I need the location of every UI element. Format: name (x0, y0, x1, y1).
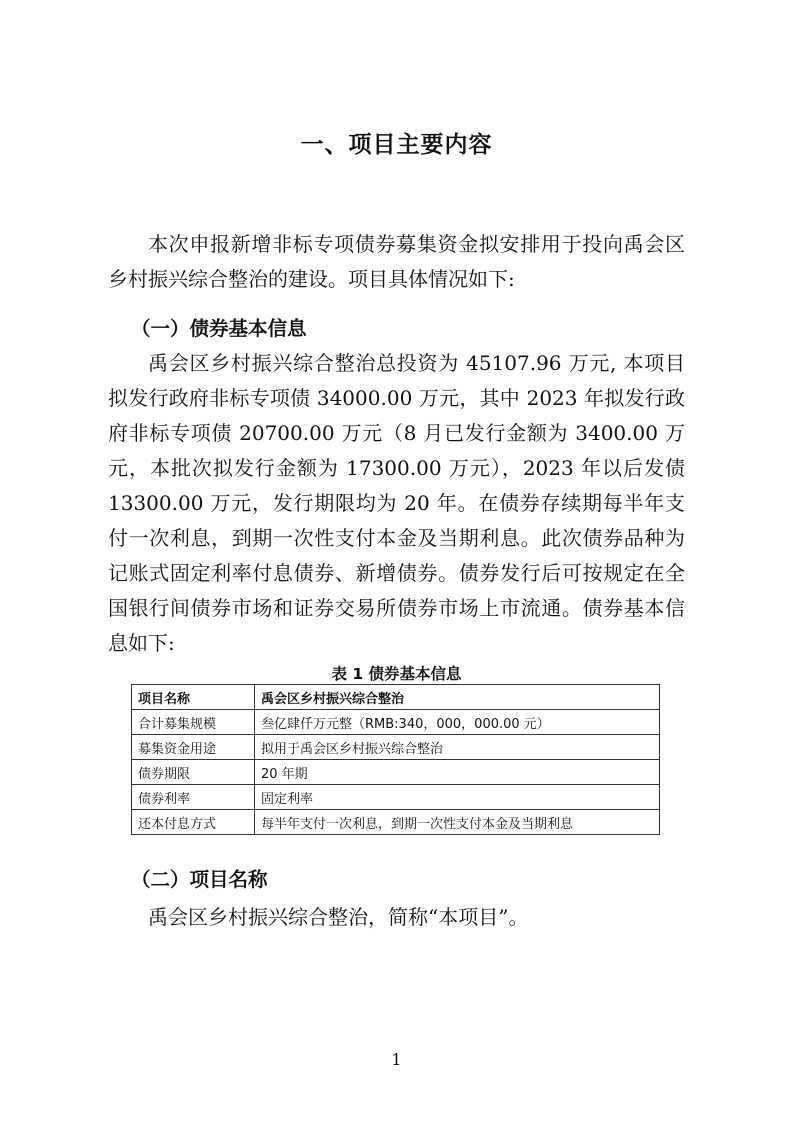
table-cell-label: 项目名称 (132, 685, 255, 710)
table-row (132, 710, 660, 735)
section-heading-project-name: （二）项目名称 (131, 868, 268, 891)
table-cell-value: 固定利率 (255, 785, 660, 810)
project-name-paragraph: 禹会区乡村振兴综合整治，简称“本项目”。 (148, 905, 529, 929)
table-row (132, 810, 660, 835)
table-row (132, 785, 660, 810)
table-cell-value: 叁亿肆仟万元整（RMB:340，000，000.00 元） (255, 710, 660, 735)
table-cell-label: 债券利率 (132, 785, 255, 810)
intro-text: 本次申报新增非标专项债券募集资金拟安排用于投向禹会区乡村振兴综合整治的建设。项目具体情况如下: (108, 232, 685, 291)
page-number: 1 (391, 1050, 402, 1069)
intro-paragraph (108, 227, 685, 297)
table-cell-label: 债券期限 (132, 760, 255, 785)
table-row (132, 685, 660, 710)
table-caption: 表 1 债券基本信息 (331, 665, 462, 683)
section-heading-bond-info: （一）债券基本信息 (131, 317, 307, 340)
table-row (132, 760, 660, 785)
table-cell-label: 募集资金用途 (132, 735, 255, 760)
table-cell-value: 拟用于禹会区乡村振兴综合整治 (255, 735, 660, 760)
page-title: 一、项目主要内容 (300, 132, 493, 158)
table-row (132, 735, 660, 760)
bond-info-table (131, 684, 660, 835)
table-cell-label: 合计募集规模 (132, 710, 255, 735)
table-cell-value: 每半年支付一次利息，到期一次性支付本金及当期利息 (255, 810, 660, 835)
bond-info-paragraph (108, 346, 685, 661)
bond-info-text: 禹会区乡村振兴综合整治总投资为 45107.96 万元, 本项目拟发行政府非标专项债 34000.00 万元，其中 2023 年拟发行政府非标专项债 20700.00 万元（8 月已发行金额为 3400.00 万元，本批次拟发行金额为 17300.00 万元），2023 年以后发债 13300.00 万元，发行期限均为 20 年。在债券存续期每半年支付一次利息，到期一次性支付本金及当期利息。此次债券品种为记账式固定利率付息债券、新增债券。债券发行后可按规定在全国银行间债券市场和证券交易所债券市场上市流通。债券基本信息如下: (108, 351, 685, 655)
table-cell-value: 20 年期 (255, 760, 660, 785)
table-cell-label: 还本付息方式 (132, 810, 255, 835)
table-cell-value: 禹会区乡村振兴综合整治 (255, 685, 660, 710)
